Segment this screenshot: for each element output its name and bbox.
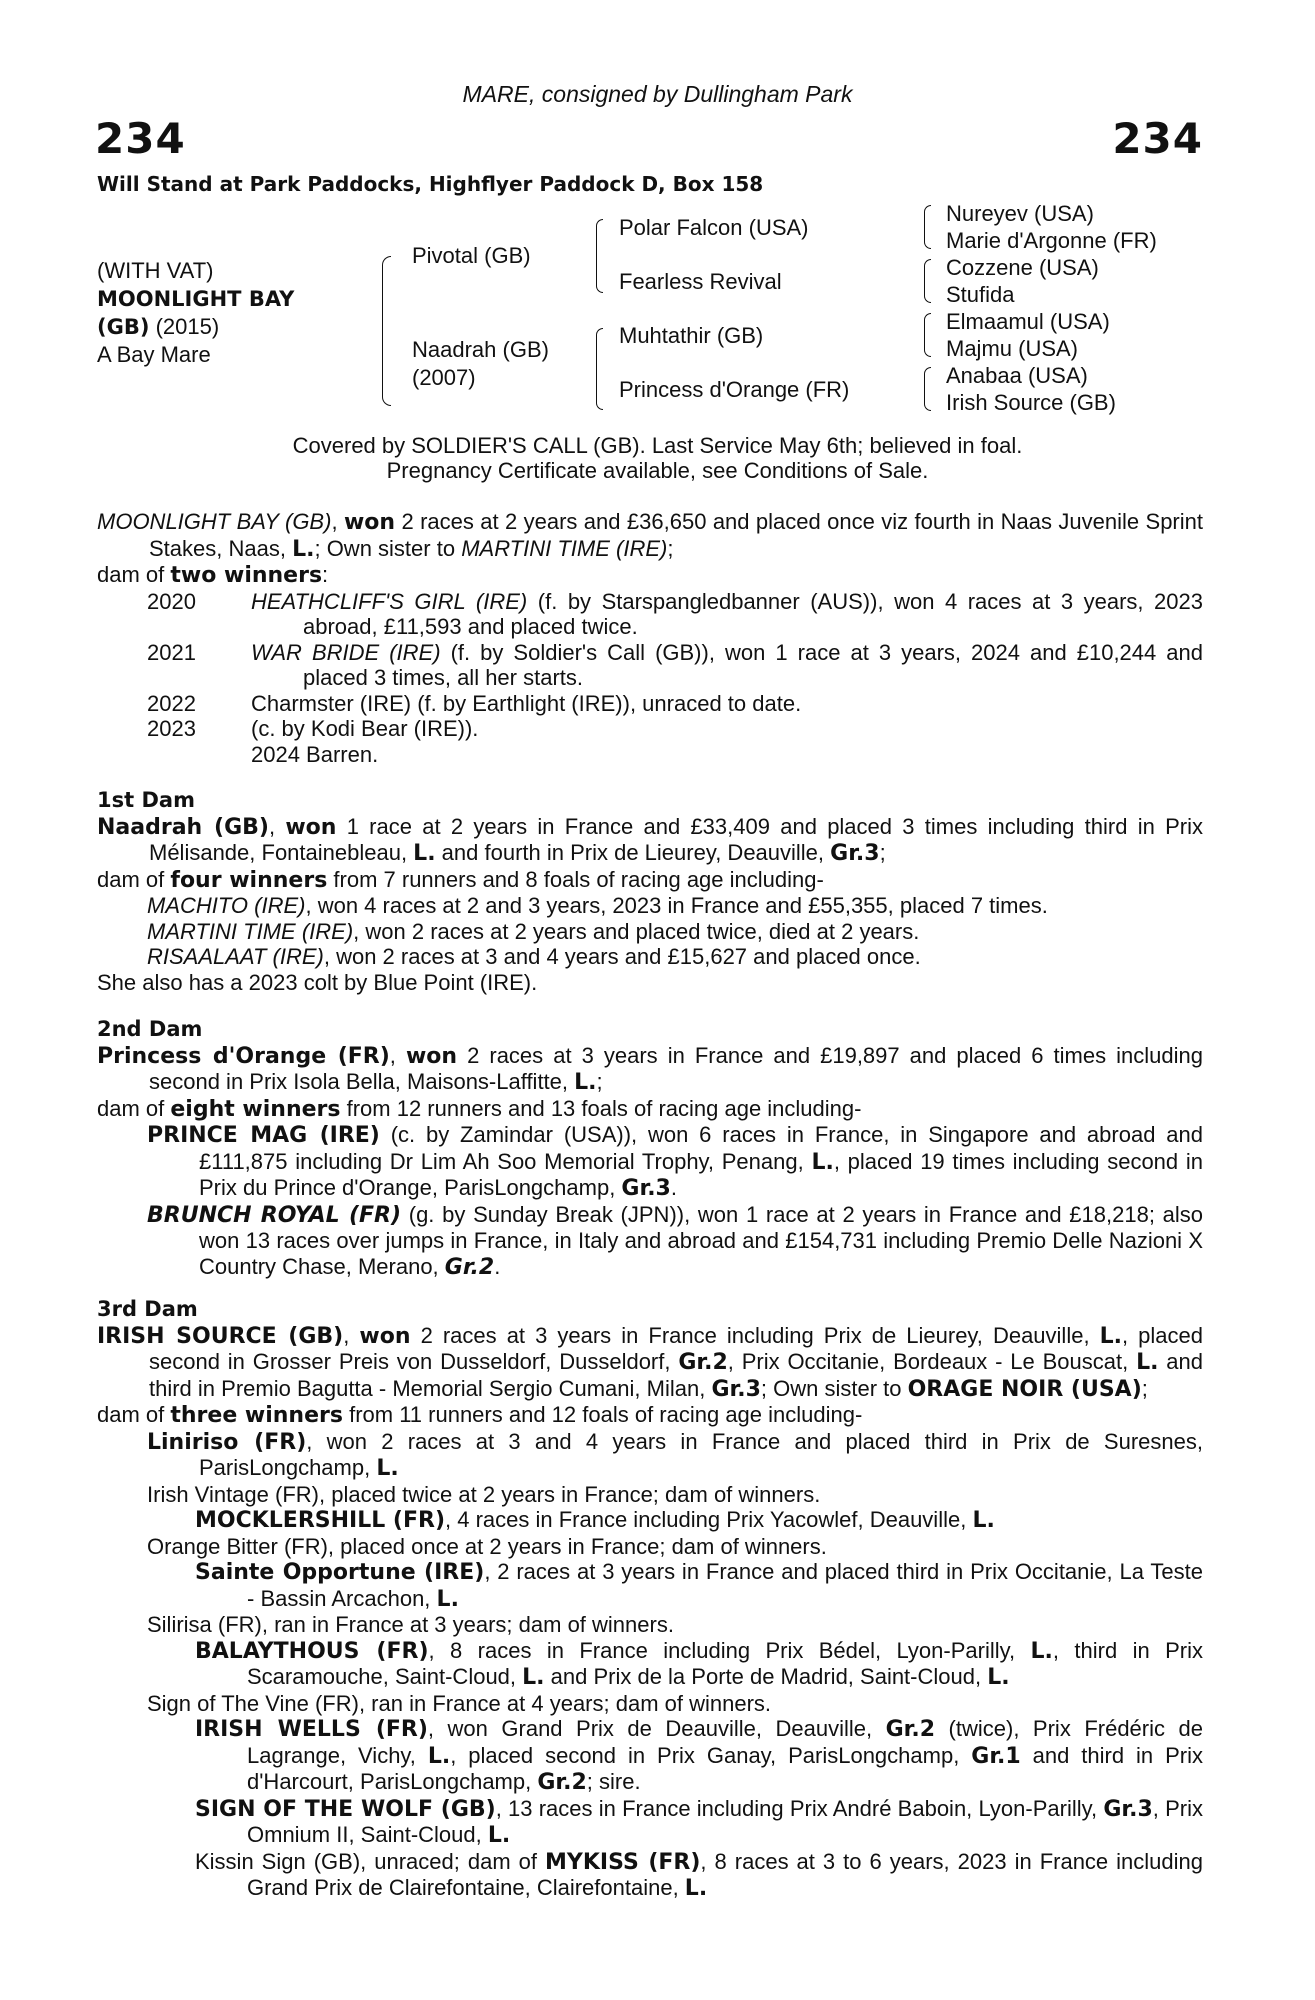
section-heading: 3rd Dam: [97, 1297, 198, 1321]
stand-location: Will Stand at Park Paddocks, Highflyer Paddock D, Box 158: [97, 172, 764, 196]
sire-name: Pivotal (GB): [412, 243, 531, 268]
progeny-entry: RISAALAAT (IRE), won 2 races at 3 and 4 years and £15,627 and placed once.: [147, 944, 921, 969]
pedigree-subject: [97, 257, 294, 369]
foal-row: 2021 WAR BRIDE (IRE) (f. by Soldier's Call (GB)), won 1 race at 3 years, 2024 and £10,244 and placed 3 times, all her starts.: [97, 640, 1203, 691]
progeny-entry: Silirisa (FR), ran in France at 3 years; dam of winners.: [147, 1612, 674, 1637]
first-dam-section: [97, 788, 1203, 995]
dam-of-line: dam of eight winners from 12 runners and 13 foals of racing age including-: [97, 1095, 862, 1122]
section-heading: 2nd Dam: [97, 1017, 203, 1041]
dam-year: (2007): [412, 365, 476, 390]
brace-g1: [924, 205, 931, 249]
foal-year: 2022: [147, 690, 196, 716]
mare-name: MOONLIGHT BAY (GB): [97, 509, 332, 534]
dam-summary: IRISH SOURCE (GB), won 2 races at 3 years in France including Prix de Lieurey, Deauville, L., placed second in Grosser Preis von Dusseldorf, Dusseldorf, Gr.2, Prix Occitanie, Bordeaux - Le Bouscat, L. and third in Premio Bagutta - Memorial Sergio Cumani, Milan, Gr.3; Own sister to ORAGE NOIR (USA);: [97, 1322, 1204, 1402]
foal-row: 2023 (c. by Kodi Bear (IRE)).: [97, 716, 1203, 742]
ggp-2: Marie d'Argonne (FR): [946, 228, 1157, 253]
ggp-4: Stufida: [946, 282, 1015, 307]
vat-note: (WITH VAT): [97, 258, 214, 283]
lot-number-right: 234: [1112, 114, 1203, 163]
grandprogeny-entry: Kissin Sign (GB), unraced; dam of MYKISS (FR), 8 races at 3 to 6 years, 2023 in France including Grand Prix de Clairefontaine, Clairefontaine, L.: [195, 1848, 1204, 1901]
grandprogeny-entry: BALAYTHOUS (FR), 8 races in France including Prix Bédel, Lyon-Parilly, L., third in Prix Scaramouche, Saint-Cloud, L. and Prix de la Porte de Madrid, Saint-Cloud, L.: [195, 1637, 1203, 1690]
progeny-entry: MARTINI TIME (IRE), won 2 races at 2 years and placed twice, died at 2 years.: [147, 918, 920, 944]
horse-name: MOONLIGHT BAY: [97, 287, 295, 311]
sire-brace: [596, 219, 603, 293]
foal-year: [97, 742, 251, 768]
progeny-entry: Irish Vintage (FR), placed twice at 2 years in France; dam of winners.: [147, 1481, 821, 1507]
dam-brace: [596, 328, 603, 410]
horse-country: (GB): [97, 315, 150, 339]
great-grandparents: [946, 200, 1157, 416]
produce-section: [97, 509, 1203, 767]
covering-line-2: Pregnancy Certificate available, see Conditions of Sale.: [386, 458, 929, 483]
lot-subtitle: MARE, consigned by Dullingham Park: [462, 81, 853, 107]
horse-description: A Bay Mare: [97, 342, 211, 367]
dam-summary: Naadrah (GB), won 1 race at 2 years in France and £33,409 and placed 3 times including third in Prix Mélisande, Fontainebleau, L. and fourth in Prix de Lieurey, Deauville, Gr.3;: [97, 813, 1203, 866]
grandprogeny-entry: MOCKLERSHILL (FR), 4 races in France including Prix Yacowlef, Deauville, L.: [195, 1507, 995, 1533]
grandsire-maternal: Muhtathir (GB): [619, 323, 764, 348]
brace-g4: [924, 367, 931, 411]
progeny-entry: BRUNCH ROYAL (FR) (g. by Sunday Break (JPN)), won 1 race at 2 years in France and £18,218; also won 13 races over jumps in France, in Italy and abroad and £154,731 including Premio Delle Nazioni X Country Chase, Merano, Gr.2.: [147, 1201, 1204, 1280]
ggp-7: Anabaa (USA): [946, 363, 1088, 388]
main-brace: [382, 256, 391, 406]
ggp-1: Nureyev (USA): [946, 201, 1094, 226]
foal-row: 2024 Barren.: [97, 742, 1203, 768]
third-dam-section: [97, 1297, 1203, 1902]
granddam-paternal: Fearless Revival: [619, 269, 782, 294]
ggp-5: Elmaamul (USA): [946, 309, 1110, 334]
brace-g2: [924, 259, 931, 303]
brace-g3: [924, 313, 931, 357]
progeny-entry: MACHITO (IRE), won 4 races at 2 and 3 years, 2023 in France and £55,355, placed 7 times.: [147, 893, 1048, 918]
foal-row: 2022 Charmster (IRE) (f. by Earthlight (IRE)), unraced to date.: [97, 691, 1203, 717]
ggp-8: Irish Source (GB): [946, 390, 1116, 415]
progeny-entry: Liniriso (FR), won 2 races at 3 and 4 years in France and placed third in Prix de Suresnes, ParisLongchamp, L.: [147, 1428, 1203, 1481]
mare-dam-of: dam of two winners:: [97, 562, 329, 588]
foal-row: 2020 HEATHCLIFF'S GIRL (IRE) (f. by Starspangledbanner (AUS)), won 4 races at 3 years, 2023 abroad, £11,593 and placed twice.: [97, 589, 1203, 640]
progeny-entry: PRINCE MAG (IRE) (c. by Zamindar (USA)), won 6 races in France, in Singapore and abroad and £111,875 including Dr Lim Ah Soo Memorial Trophy, Penang, L., placed 19 times including second in Prix du Prince d'Orange, ParisLongchamp, Gr.3.: [147, 1122, 1203, 1201]
mare-summary: MOONLIGHT BAY (GB), won 2 races at 2 years and £36,650 and placed once viz fourth in Naas Juvenile Sprint Stakes, Naas, L.; Own sister to MARTINI TIME (IRE);: [97, 509, 1203, 562]
ggp-6: Majmu (USA): [946, 336, 1079, 361]
dam-name: Naadrah (GB): [412, 337, 549, 362]
dam-summary: Princess d'Orange (FR), won 2 races at 3 years in France and £19,897 and placed 6 times including second in Prix Isola Bella, Maisons-Laffitte, L.;: [97, 1042, 1204, 1095]
horse-country-year: [97, 313, 294, 341]
section-heading: 1st Dam: [97, 788, 195, 812]
ggp-3: Cozzene (USA): [946, 255, 1099, 280]
grandprogeny-entry: SIGN OF THE WOLF (GB), 13 races in France including Prix André Baboin, Lyon-Parilly, Gr.3, Prix Omnium II, Saint-Cloud, L.: [195, 1795, 1203, 1848]
progeny-entry: Sign of The Vine (FR), ran in France at 4 years; dam of winners.: [147, 1690, 772, 1716]
dam-of-line: dam of three winners from 11 runners and 12 foals of racing age including-: [97, 1402, 863, 1428]
foal-year: 2023: [147, 716, 196, 741]
progeny-entry: Orange Bitter (FR), placed once at 2 years in France; dam of winners.: [147, 1533, 827, 1559]
granddam-maternal: Princess d'Orange (FR): [619, 377, 850, 402]
grandsire-paternal: Polar Falcon (USA): [619, 215, 809, 240]
also-note: She also has a 2023 colt by Blue Point (IRE).: [97, 969, 538, 995]
horse-year: (2015): [149, 314, 220, 339]
foal-year: 2021: [147, 639, 196, 665]
foal-year: 2020: [147, 588, 196, 614]
second-dam-section: [97, 1017, 1203, 1280]
grandprogeny-entry: Sainte Opportune (IRE), 2 races at 3 years in France and placed third in Prix Occitanie, La Teste - Bassin Arcachon, L.: [195, 1559, 1203, 1612]
dam-of-line: dam of four winners from 7 runners and 8 foals of racing age including-: [97, 866, 824, 893]
lot-number-left: 234: [95, 114, 186, 163]
covering-line-1: Covered by SOLDIER'S CALL (GB). Last Service May 6th; believed in foal.: [292, 433, 1023, 458]
grandprogeny-entry: IRISH WELLS (FR), won Grand Prix de Deauville, Deauville, Gr.2 (twice), Prix Frédéric de Lagrange, Vichy, L., placed second in Prix Ganay, ParisLongchamp, Gr.1 and third in Prix d'Harcourt, ParisLongchamp, Gr.2; sire.: [195, 1716, 1203, 1795]
covering-note: [0, 433, 1315, 483]
